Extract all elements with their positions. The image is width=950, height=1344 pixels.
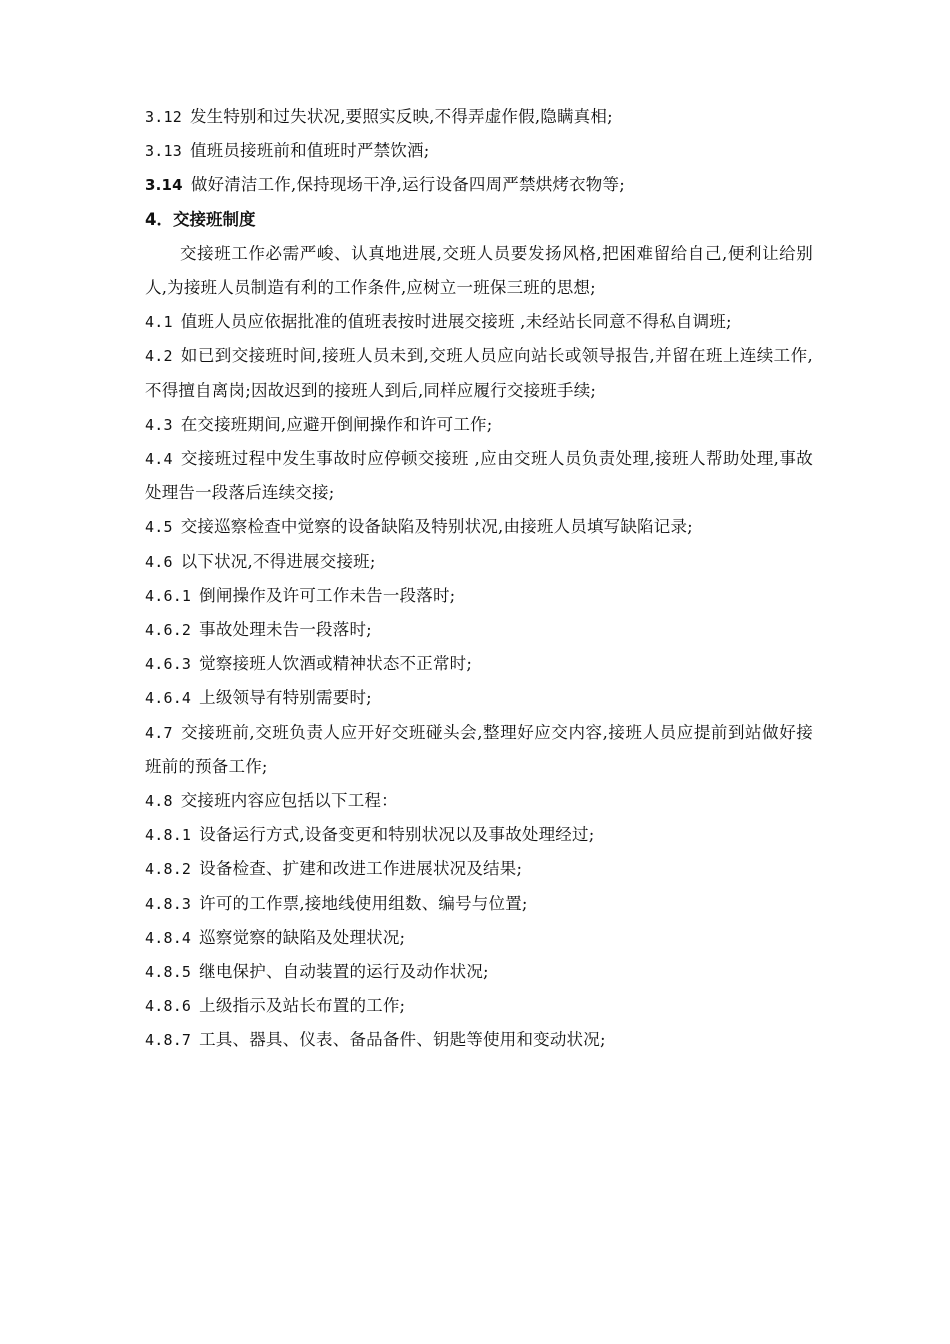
intro-paragraph: 交接班工作必需严峻、认真地进展,交班人员要发扬风格,把困难留给自己,便利让给别人,为接班人员制造有利的工作条件,应树立一班保三班的思想; xyxy=(145,243,813,298)
list-item xyxy=(145,408,813,442)
item-number: 4.8.2 xyxy=(145,860,192,879)
item-text: 交接班前,交班负责人应开好交班碰头会,整理好应交内容,接班人员应提前到站做好接班前的预备工作; xyxy=(145,722,813,776)
list-item xyxy=(145,647,813,681)
item-number: 4.8 xyxy=(145,792,173,811)
list-item xyxy=(145,784,813,818)
item-number: 4.8.4 xyxy=(145,928,192,947)
item-text: 交接巡察检查中觉察的设备缺陷及特别状况,由接班人员填写缺陷记录; xyxy=(180,517,693,537)
item-number: 4.6.3 xyxy=(145,655,192,674)
item-text: 觉察接班人饮酒或精神状态不正常时; xyxy=(199,654,473,674)
item-text: 交接班过程中发生事故时应停顿交接班 ,应由交班人员负责处理,接班人帮助处理,事故处理告一段落后连续交接; xyxy=(145,449,813,503)
list-item xyxy=(145,579,813,613)
list-item xyxy=(145,852,813,886)
list-item xyxy=(145,510,813,544)
list-item xyxy=(145,442,813,510)
list-item xyxy=(145,887,813,921)
item-number: 4.8.5 xyxy=(145,963,192,982)
item-number: 4.8.3 xyxy=(145,894,192,913)
list-item xyxy=(145,955,813,989)
item-text: 交接班内容应包括以下工程： xyxy=(180,791,398,811)
list-item xyxy=(145,1023,813,1057)
item-text: 如已到交接班时间,接班人员未到,交班人员应向站长或领导报告,并留在班上连续工作,不得擅自离岗;因故迟到的接班人到后,同样应履行交接班手续; xyxy=(145,346,813,400)
item-text: 设备运行方式,设备变更和特别状况以及事故处理经过; xyxy=(199,825,595,845)
item-number: 4.5 xyxy=(145,518,173,537)
item-text: 设备检查、扩建和改进工作进展状况及结果; xyxy=(199,859,523,879)
item-text: 值班员接班前和值班时严禁饮酒; xyxy=(189,141,430,161)
item-number: 4.6.1 xyxy=(145,586,192,605)
document-body xyxy=(145,100,813,1058)
item-text: 巡察觉察的缺陷及处理状况; xyxy=(199,927,406,947)
item-number: 4.6 xyxy=(145,552,173,571)
item-number: 4.6.4 xyxy=(145,689,192,708)
list-item xyxy=(145,339,813,407)
item-number: 3.14 xyxy=(145,176,183,195)
item-text: 上级领导有特别需要时; xyxy=(199,688,372,708)
item-text: 值班人员应依据批准的值班表按时进展交接班 ,未经站长同意不得私自调班; xyxy=(180,312,732,332)
list-item xyxy=(145,168,813,202)
item-number: 4.1 xyxy=(145,313,173,332)
list-item xyxy=(145,989,813,1023)
item-number: 4.8.7 xyxy=(145,1031,192,1050)
item-text: 做好清洁工作,保持现场干净,运行设备四周严禁烘烤衣物等; xyxy=(190,175,625,195)
list-item xyxy=(145,134,813,168)
item-text: 倒闸操作及许可工作未告一段落时; xyxy=(199,585,456,605)
item-number: 4.2 xyxy=(145,347,173,366)
item-number: 3.13 xyxy=(145,142,182,161)
item-text: 事故处理未告一段落时; xyxy=(199,620,372,640)
item-text: 发生特别和过失状况,要照实反映,不得弄虚作假,隐瞒真相; xyxy=(189,107,613,126)
item-text: 在交接班期间,应避开倒闸操作和许可工作; xyxy=(180,414,493,434)
list-item xyxy=(145,681,813,715)
list-item xyxy=(145,818,813,852)
list-item xyxy=(145,716,813,784)
list-item xyxy=(145,305,813,339)
item-number: 4.8.6 xyxy=(145,997,192,1016)
list-item xyxy=(145,921,813,955)
item-text: 工具、器具、仪表、备品备件、钥匙等使用和变动状况; xyxy=(199,1030,606,1050)
item-number: 4.6.2 xyxy=(145,621,192,640)
item-number: 4.7 xyxy=(145,723,173,742)
item-number: 4.4 xyxy=(145,450,173,469)
list-item xyxy=(145,100,813,134)
item-text: 许可的工作票,接地线使用组数、编号与位置; xyxy=(199,893,528,913)
item-text: 继电保护、自动装置的运行及动作状况; xyxy=(199,962,489,982)
item-text: 上级指示及站长布置的工作; xyxy=(199,996,406,1016)
list-item xyxy=(145,545,813,579)
item-number: 4.8.1 xyxy=(145,826,192,845)
item-text: 以下状况,不得进展交接班; xyxy=(180,551,376,571)
section-heading: 4．交接班制度 xyxy=(145,209,256,229)
list-item xyxy=(145,613,813,647)
item-number: 3.12 xyxy=(145,108,182,126)
item-number: 4.3 xyxy=(145,415,173,434)
